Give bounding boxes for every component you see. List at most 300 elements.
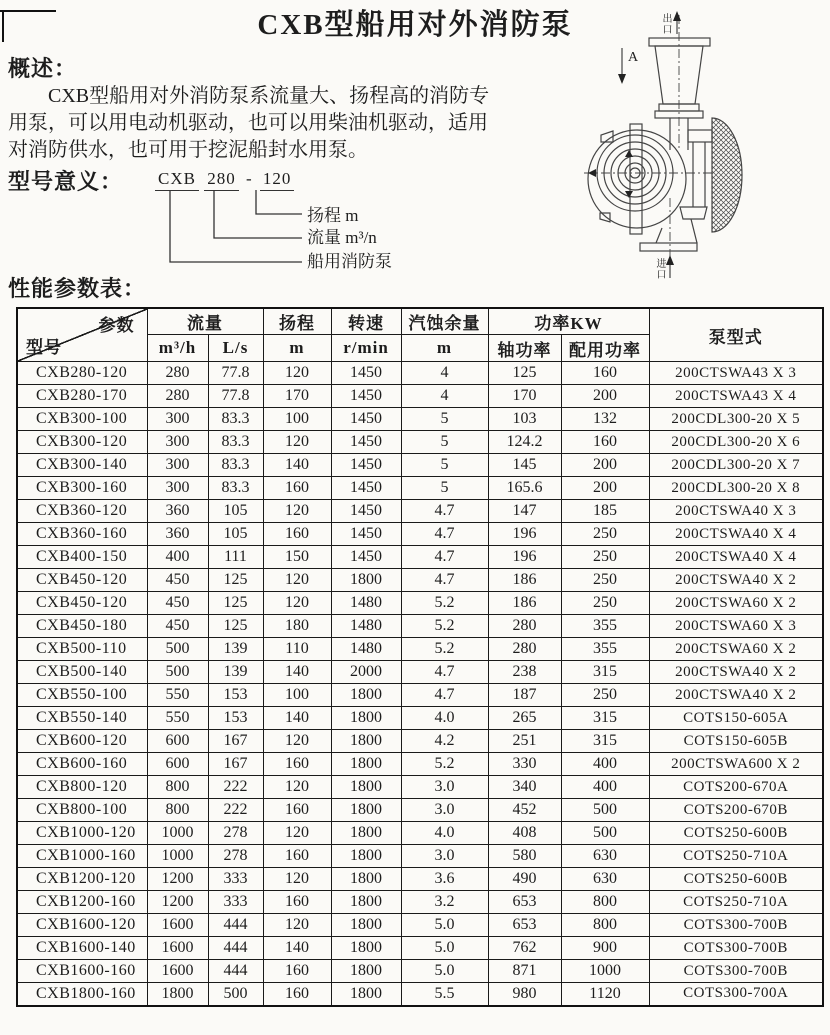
- head-cell: 120: [263, 569, 331, 592]
- head-cell: 160: [263, 891, 331, 914]
- npsh-cell: 4.7: [401, 523, 488, 546]
- head-cell: 120: [263, 914, 331, 937]
- flow-m3h-cell: 400: [147, 546, 208, 569]
- speed-cell: 1800: [331, 799, 401, 822]
- head-cell: 100: [263, 408, 331, 431]
- rated-power-cell: 250: [561, 684, 649, 707]
- overview-line: 对消防供水，也可用于挖泥船封水用泵。: [8, 139, 368, 161]
- model-cell: CXB500-110: [17, 638, 147, 661]
- rated-power-cell: 250: [561, 523, 649, 546]
- table-row: [17, 431, 823, 454]
- flow-ls-cell: 444: [208, 914, 263, 937]
- speed-cell: 1450: [331, 477, 401, 500]
- pump-type-cell: 200CTSWA600 X 2: [649, 753, 823, 776]
- pump-type-cell: COTS300-700B: [649, 960, 823, 983]
- npsh-cell: 5.0: [401, 914, 488, 937]
- model-cell: CXB1600-160: [17, 960, 147, 983]
- rated-power-cell: 500: [561, 799, 649, 822]
- speed-cell: 1800: [331, 707, 401, 730]
- table-row: [17, 408, 823, 431]
- shaft-power-cell: 186: [488, 569, 561, 592]
- npsh-cell: 4: [401, 362, 488, 385]
- head-cell: 140: [263, 937, 331, 960]
- npsh-cell: 4: [401, 385, 488, 408]
- label-flow: 流量 m³/n: [307, 228, 377, 247]
- flow-m3h-cell: 1600: [147, 937, 208, 960]
- head-cell: 140: [263, 454, 331, 477]
- flow-m3h-cell: 300: [147, 454, 208, 477]
- rated-power-cell: 800: [561, 891, 649, 914]
- flow-ls-cell: 222: [208, 776, 263, 799]
- rated-power-cell: 355: [561, 638, 649, 661]
- model-cell: CXB550-140: [17, 707, 147, 730]
- flow-ls-cell: 153: [208, 684, 263, 707]
- model-cell: CXB300-100: [17, 408, 147, 431]
- head-cell: 160: [263, 983, 331, 1006]
- model-cell: CXB800-120: [17, 776, 147, 799]
- model-cell: CXB300-140: [17, 454, 147, 477]
- flow-m3h-cell: 450: [147, 569, 208, 592]
- overview-line: CXB型船用对外消防泵系流量大、扬程高的消防专: [48, 85, 490, 107]
- npsh-cell: 4.7: [401, 546, 488, 569]
- flow-m3h-cell: 1000: [147, 845, 208, 868]
- flow-m3h-cell: 550: [147, 707, 208, 730]
- flow-ls-cell: 278: [208, 822, 263, 845]
- pump-type-cell: 200CTSWA40 X 2: [649, 569, 823, 592]
- flow-ls-cell: 444: [208, 937, 263, 960]
- table-row: [17, 615, 823, 638]
- speed-cell: 1800: [331, 983, 401, 1006]
- flow-ls-cell: 333: [208, 891, 263, 914]
- speed-cell: 1480: [331, 592, 401, 615]
- shaft-power-cell: 147: [488, 500, 561, 523]
- shaft-power-cell: 165.6: [488, 477, 561, 500]
- npsh-cell: 3.0: [401, 776, 488, 799]
- head-cell: 160: [263, 523, 331, 546]
- shaft-power-cell: 124.2: [488, 431, 561, 454]
- pump-type-cell: COTS300-700B: [649, 937, 823, 960]
- table-row: [17, 730, 823, 753]
- model-cell: CXB1200-120: [17, 868, 147, 891]
- head-cell: 170: [263, 385, 331, 408]
- rated-power-cell: 1120: [561, 983, 649, 1006]
- rated-power-cell: 400: [561, 753, 649, 776]
- pump-type-cell: 200CDL300-20 X 6: [649, 431, 823, 454]
- npsh-cell: 5.0: [401, 960, 488, 983]
- header-speed: 转速: [331, 308, 401, 335]
- model-cell: CXB600-160: [17, 753, 147, 776]
- speed-cell: 1450: [331, 546, 401, 569]
- rated-power-cell: 200: [561, 385, 649, 408]
- shaft-power-cell: 251: [488, 730, 561, 753]
- table-row: [17, 569, 823, 592]
- speed-cell: 1800: [331, 914, 401, 937]
- corner-model-label: 型号: [26, 338, 62, 357]
- table-row: [17, 546, 823, 569]
- shaft-power-cell: 871: [488, 960, 561, 983]
- speed-cell: 1800: [331, 891, 401, 914]
- flow-ls-cell: 83.3: [208, 454, 263, 477]
- head-cell: 120: [263, 500, 331, 523]
- table-row: [17, 385, 823, 408]
- speed-cell: 1800: [331, 868, 401, 891]
- table-row: [17, 707, 823, 730]
- flow-m3h-cell: 550: [147, 684, 208, 707]
- rated-power-cell: 315: [561, 707, 649, 730]
- speed-cell: 1800: [331, 730, 401, 753]
- table-row: [17, 845, 823, 868]
- rated-power-cell: 630: [561, 845, 649, 868]
- shaft-power-cell: 125: [488, 362, 561, 385]
- speed-cell: 1450: [331, 454, 401, 477]
- pump-type-cell: COTS250-710A: [649, 891, 823, 914]
- corner-header-cell: [17, 308, 147, 362]
- shaft-power-cell: 170: [488, 385, 561, 408]
- model-cell: CXB1600-140: [17, 937, 147, 960]
- flow-ls-cell: 125: [208, 592, 263, 615]
- model-code-prefix: CXB: [155, 169, 199, 191]
- table-row: [17, 362, 823, 385]
- npsh-cell: 3.0: [401, 845, 488, 868]
- shaft-power-cell: 280: [488, 638, 561, 661]
- table-row: [17, 684, 823, 707]
- rated-power-cell: 200: [561, 454, 649, 477]
- model-cell: CXB450-120: [17, 592, 147, 615]
- head-cell: 120: [263, 822, 331, 845]
- table-row: [17, 500, 823, 523]
- speed-cell: 1800: [331, 845, 401, 868]
- speed-cell: 1800: [331, 569, 401, 592]
- npsh-cell: 5: [401, 454, 488, 477]
- table-row: [17, 638, 823, 661]
- rated-power-cell: 200: [561, 477, 649, 500]
- overview-heading: 概述：: [8, 56, 78, 81]
- head-cell: 160: [263, 753, 331, 776]
- table-row: [17, 592, 823, 615]
- performance-table: [16, 307, 824, 1007]
- flow-m3h-cell: 360: [147, 523, 208, 546]
- flow-ls-cell: 278: [208, 845, 263, 868]
- flow-m3h-cell: 800: [147, 776, 208, 799]
- head-cell: 140: [263, 661, 331, 684]
- model-meaning-heading: 型号意义：: [8, 169, 124, 194]
- header-rated-power: 配用功率: [561, 335, 649, 362]
- flow-m3h-cell: 450: [147, 615, 208, 638]
- npsh-cell: 5.5: [401, 983, 488, 1006]
- table-row: [17, 868, 823, 891]
- shaft-power-cell: 280: [488, 615, 561, 638]
- rated-power-cell: 900: [561, 937, 649, 960]
- rated-power-cell: 250: [561, 546, 649, 569]
- speed-cell: 1800: [331, 937, 401, 960]
- npsh-cell: 5.2: [401, 592, 488, 615]
- rated-power-cell: 132: [561, 408, 649, 431]
- table-row: [17, 661, 823, 684]
- shaft-power-cell: 330: [488, 753, 561, 776]
- flow-ls-cell: 105: [208, 523, 263, 546]
- shaft-power-cell: 340: [488, 776, 561, 799]
- table-row: [17, 822, 823, 845]
- rated-power-cell: 500: [561, 822, 649, 845]
- model-connector-lines: [150, 190, 310, 275]
- head-cell: 120: [263, 868, 331, 891]
- rated-power-cell: 315: [561, 730, 649, 753]
- head-cell: 120: [263, 431, 331, 454]
- npsh-cell: 4.0: [401, 707, 488, 730]
- pump-type-cell: 200CTSWA60 X 2: [649, 592, 823, 615]
- pump-type-cell: COTS200-670B: [649, 799, 823, 822]
- rated-power-cell: 800: [561, 914, 649, 937]
- flow-ls-cell: 77.8: [208, 362, 263, 385]
- pump-type-cell: 200CTSWA40 X 2: [649, 684, 823, 707]
- head-cell: 120: [263, 730, 331, 753]
- flow-m3h-cell: 1800: [147, 983, 208, 1006]
- head-cell: 160: [263, 799, 331, 822]
- flow-ls-cell: 153: [208, 707, 263, 730]
- flow-m3h-cell: 1600: [147, 914, 208, 937]
- pump-type-cell: COTS150-605A: [649, 707, 823, 730]
- rated-power-cell: 185: [561, 500, 649, 523]
- table-row: [17, 753, 823, 776]
- pump-type-cell: 200CTSWA60 X 2: [649, 638, 823, 661]
- npsh-cell: 4.7: [401, 569, 488, 592]
- pump-type-cell: COTS300-700B: [649, 914, 823, 937]
- model-cell: CXB1600-120: [17, 914, 147, 937]
- header-shaft-power: 轴功率: [488, 335, 561, 362]
- header-flow: 流量: [147, 308, 263, 335]
- shaft-power-cell: 452: [488, 799, 561, 822]
- pump-type-cell: 200CTSWA40 X 2: [649, 661, 823, 684]
- npsh-cell: 4.2: [401, 730, 488, 753]
- npsh-cell: 3.0: [401, 799, 488, 822]
- table-row: [17, 477, 823, 500]
- pump-drawing-graphic: [576, 0, 828, 300]
- corner-param-label: 参数: [98, 316, 135, 335]
- flow-m3h-cell: 300: [147, 477, 208, 500]
- head-cell: 110: [263, 638, 331, 661]
- npsh-cell: 5: [401, 477, 488, 500]
- shaft-power-cell: 196: [488, 523, 561, 546]
- shaft-power-cell: 103: [488, 408, 561, 431]
- flow-ls-cell: 77.8: [208, 385, 263, 408]
- table-row: [17, 937, 823, 960]
- table-row: [17, 891, 823, 914]
- header-flow-m3h: m³/h: [147, 335, 208, 362]
- head-cell: 150: [263, 546, 331, 569]
- speed-cell: 1480: [331, 615, 401, 638]
- flow-ls-cell: 111: [208, 546, 263, 569]
- flow-ls-cell: 167: [208, 753, 263, 776]
- label-head: 扬程 m: [307, 206, 359, 225]
- header-npsh-unit: m: [401, 335, 488, 362]
- npsh-cell: 5.0: [401, 937, 488, 960]
- flow-m3h-cell: 280: [147, 362, 208, 385]
- model-cell: CXB1000-160: [17, 845, 147, 868]
- speed-cell: 1450: [331, 431, 401, 454]
- table-heading: 性能参数表：: [8, 276, 147, 301]
- table-row: [17, 983, 823, 1006]
- speed-cell: 1800: [331, 753, 401, 776]
- npsh-cell: 3.2: [401, 891, 488, 914]
- npsh-cell: 4.0: [401, 822, 488, 845]
- rated-power-cell: 355: [561, 615, 649, 638]
- flow-ls-cell: 167: [208, 730, 263, 753]
- flow-m3h-cell: 360: [147, 500, 208, 523]
- header-speed-unit: r/min: [331, 335, 401, 362]
- head-cell: 160: [263, 477, 331, 500]
- speed-cell: 2000: [331, 661, 401, 684]
- flow-m3h-cell: 500: [147, 661, 208, 684]
- model-cell: CXB280-120: [17, 362, 147, 385]
- model-cell: CXB1200-160: [17, 891, 147, 914]
- header-power: 功率KW: [488, 308, 649, 335]
- flow-ls-cell: 83.3: [208, 408, 263, 431]
- overview-line: 用泵，可以用电动机驱动，也可以用柴油机驱动，适用: [8, 112, 488, 134]
- shaft-power-cell: 762: [488, 937, 561, 960]
- speed-cell: 1450: [331, 500, 401, 523]
- head-cell: 160: [263, 845, 331, 868]
- rated-power-cell: 400: [561, 776, 649, 799]
- pump-type-cell: COTS300-700A: [649, 983, 823, 1006]
- table-row: [17, 799, 823, 822]
- pump-type-cell: COTS250-600B: [649, 822, 823, 845]
- header-head-unit: m: [263, 335, 331, 362]
- flow-m3h-cell: 1000: [147, 822, 208, 845]
- npsh-cell: 4.7: [401, 500, 488, 523]
- shaft-power-cell: 653: [488, 891, 561, 914]
- pump-type-cell: COTS250-710A: [649, 845, 823, 868]
- shaft-power-cell: 653: [488, 914, 561, 937]
- shaft-power-cell: 145: [488, 454, 561, 477]
- head-cell: 100: [263, 684, 331, 707]
- npsh-cell: 4.7: [401, 661, 488, 684]
- rated-power-cell: 160: [561, 431, 649, 454]
- head-cell: 120: [263, 362, 331, 385]
- flow-ls-cell: 105: [208, 500, 263, 523]
- table-row: [17, 960, 823, 983]
- flow-ls-cell: 500: [208, 983, 263, 1006]
- header-flow-ls: L/s: [208, 335, 263, 362]
- flow-m3h-cell: 300: [147, 431, 208, 454]
- shaft-power-cell: 238: [488, 661, 561, 684]
- rated-power-cell: 250: [561, 569, 649, 592]
- shaft-power-cell: 265: [488, 707, 561, 730]
- header-pump-type: 泵型式: [649, 308, 823, 362]
- flow-ls-cell: 125: [208, 615, 263, 638]
- pump-type-cell: 200CTSWA40 X 4: [649, 546, 823, 569]
- model-cell: CXB1800-160: [17, 983, 147, 1006]
- flow-m3h-cell: 500: [147, 638, 208, 661]
- shaft-power-cell: 580: [488, 845, 561, 868]
- shaft-power-cell: 186: [488, 592, 561, 615]
- header-npsh: 汽蚀余量: [401, 308, 488, 335]
- rated-power-cell: 315: [561, 661, 649, 684]
- flow-m3h-cell: 1200: [147, 868, 208, 891]
- model-cell: CXB360-120: [17, 500, 147, 523]
- pump-type-cell: 200CTSWA43 X 3: [649, 362, 823, 385]
- flow-ls-cell: 83.3: [208, 477, 263, 500]
- pump-type-cell: 200CTSWA40 X 3: [649, 500, 823, 523]
- pump-type-cell: 200CDL300-20 X 8: [649, 477, 823, 500]
- table-row: [17, 776, 823, 799]
- head-cell: 120: [263, 592, 331, 615]
- npsh-cell: 5: [401, 408, 488, 431]
- model-cell: CXB300-120: [17, 431, 147, 454]
- flow-ls-cell: 83.3: [208, 431, 263, 454]
- model-cell: CXB1000-120: [17, 822, 147, 845]
- model-cell: CXB360-160: [17, 523, 147, 546]
- outlet-label: 出口: [660, 13, 671, 35]
- flow-ls-cell: 139: [208, 661, 263, 684]
- flow-m3h-cell: 450: [147, 592, 208, 615]
- speed-cell: 1450: [331, 362, 401, 385]
- pump-type-cell: 200CDL300-20 X 7: [649, 454, 823, 477]
- npsh-cell: 5: [401, 431, 488, 454]
- inlet-label: 进口: [654, 258, 665, 280]
- model-code-head: 120: [260, 169, 295, 191]
- npsh-cell: 5.2: [401, 753, 488, 776]
- model-cell: CXB450-120: [17, 569, 147, 592]
- shaft-power-cell: 408: [488, 822, 561, 845]
- section-a-label: A: [628, 50, 639, 65]
- model-cell: CXB300-160: [17, 477, 147, 500]
- pump-type-cell: COTS250-600B: [649, 868, 823, 891]
- shaft-power-cell: 980: [488, 983, 561, 1006]
- flow-ls-cell: 139: [208, 638, 263, 661]
- model-cell: CXB400-150: [17, 546, 147, 569]
- flow-ls-cell: 222: [208, 799, 263, 822]
- flow-m3h-cell: 1200: [147, 891, 208, 914]
- flow-m3h-cell: 1600: [147, 960, 208, 983]
- rated-power-cell: 160: [561, 362, 649, 385]
- shaft-power-cell: 196: [488, 546, 561, 569]
- speed-cell: 1800: [331, 684, 401, 707]
- model-cell: CXB800-100: [17, 799, 147, 822]
- pump-type-cell: 200CTSWA43 X 4: [649, 385, 823, 408]
- shaft-power-cell: 187: [488, 684, 561, 707]
- flow-m3h-cell: 600: [147, 730, 208, 753]
- model-code: [155, 169, 294, 189]
- speed-cell: 1450: [331, 385, 401, 408]
- npsh-cell: 3.6: [401, 868, 488, 891]
- label-marine-fire-pump: 船用消防泵: [307, 252, 392, 271]
- head-cell: 160: [263, 960, 331, 983]
- table-row: [17, 523, 823, 546]
- flow-m3h-cell: 600: [147, 753, 208, 776]
- head-cell: 140: [263, 707, 331, 730]
- shaft-power-cell: 490: [488, 868, 561, 891]
- model-cell: CXB550-100: [17, 684, 147, 707]
- speed-cell: 1480: [331, 638, 401, 661]
- head-cell: 120: [263, 776, 331, 799]
- model-code-flow: 280: [204, 169, 239, 191]
- page-title: CXB型船用对外消防泵: [257, 9, 573, 41]
- flow-ls-cell: 333: [208, 868, 263, 891]
- pump-type-cell: COTS200-670A: [649, 776, 823, 799]
- pump-type-cell: 200CTSWA60 X 3: [649, 615, 823, 638]
- overview-paragraph: [8, 83, 583, 164]
- npsh-cell: 5.2: [401, 638, 488, 661]
- model-code-dash: -: [245, 169, 253, 188]
- speed-cell: 1800: [331, 776, 401, 799]
- flow-ls-cell: 444: [208, 960, 263, 983]
- speed-cell: 1800: [331, 960, 401, 983]
- npsh-cell: 5.2: [401, 615, 488, 638]
- table-row: [17, 454, 823, 477]
- rated-power-cell: 250: [561, 592, 649, 615]
- table-row: [17, 914, 823, 937]
- head-cell: 180: [263, 615, 331, 638]
